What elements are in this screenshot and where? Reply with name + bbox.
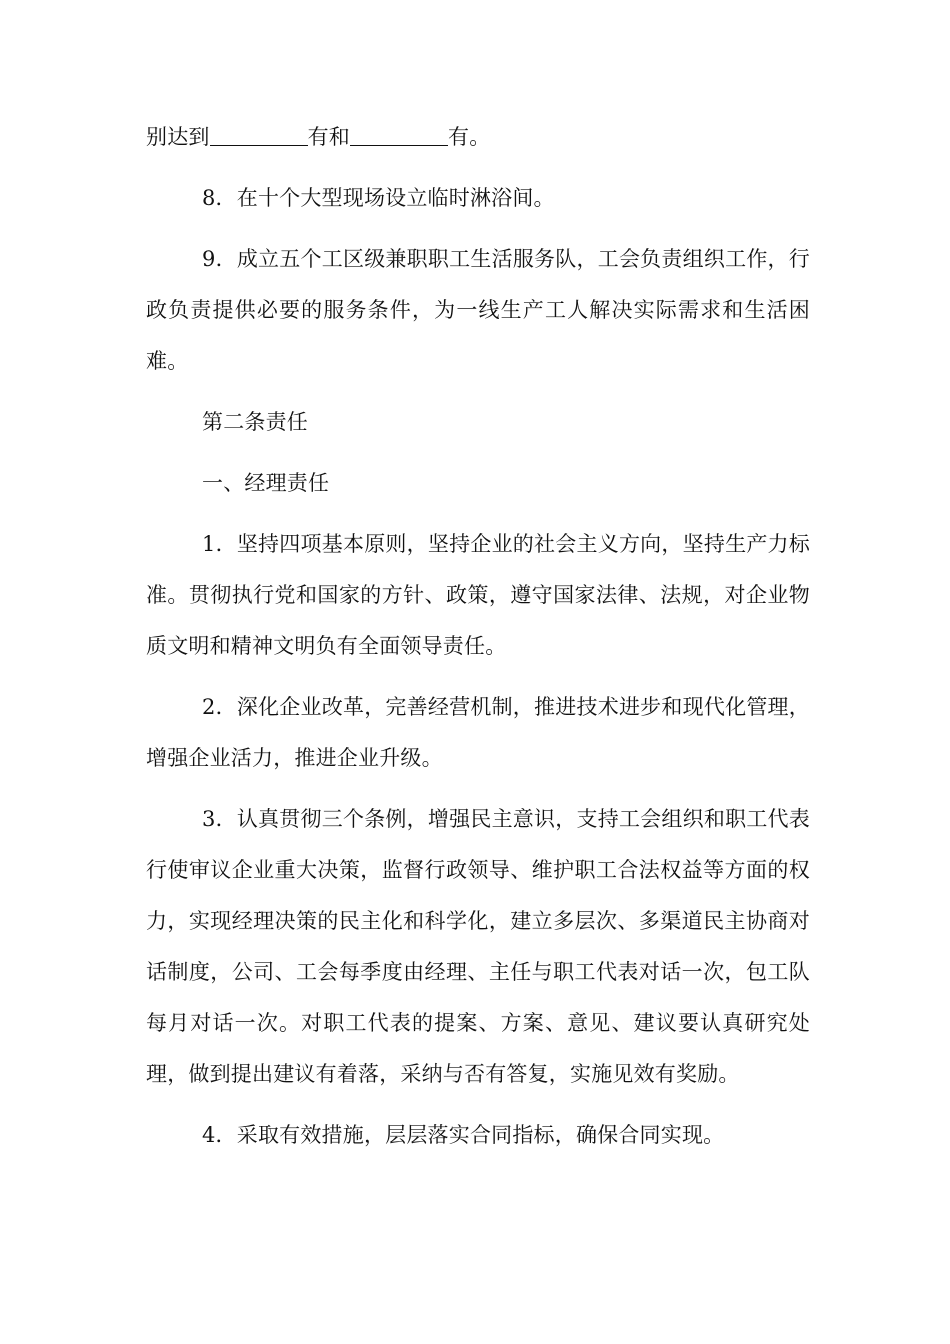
paragraph-item-9: 9．成立五个工区级兼职职工生活服务队，工会负责组织工作，行政负责提供必要的服务条件，为一线生产工人解决实际需求和生活困难。 <box>146 247 810 373</box>
paragraph-item-2: 2．深化企业改革，完善经营机制，推进技术进步和现代化管理，增强企业活力，推进企业升级。 <box>146 695 810 770</box>
paragraph-item-8: 8．在十个大型现场设立临时淋浴间。 <box>202 186 555 210</box>
document-body <box>146 112 810 1171</box>
paragraph-continuation <box>146 112 810 163</box>
section-heading-article-2: 第二条责任 <box>202 410 308 434</box>
paragraph-item-3: 3．认真贯彻三个条例，增强民主意识，支持工会组织和职工代表行使审议企业重大决策，监督行政领导、维护职工合法权益等方面的权力，实现经理决策的民主化和科学化，建立多层次、多渠道民主协商对话制度，公司、工会每季度由经理、主任与职工代表对话一次，包工队每月对话一次。对职工代表的提案、方案、意见、建议要认真研究处理，做到提出建议有着落，采纳与否有答复，实施见效有奖励。 <box>146 807 810 1086</box>
subsection-heading-manager: 一、经理责任 <box>202 471 330 495</box>
paragraph-item-1: 1．坚持四项基本原则，坚持企业的社会主义方向，坚持生产力标准。贯彻执行党和国家的方针、政策，遵守国家法律、法规，对企业物质文明和精神文明负有全面领导责任。 <box>146 532 810 658</box>
paragraph-0-part-1: 有和 <box>307 125 351 149</box>
fill-in-blank-2 <box>350 125 448 146</box>
paragraph-0-part-2: 有。 <box>448 125 491 149</box>
fill-in-blank-1 <box>210 125 308 146</box>
paragraph-item-4: 4．采取有效措施，层层落实合同指标，确保合同实现。 <box>202 1123 725 1147</box>
paragraph-0-part-0: 别达到 <box>146 125 210 149</box>
